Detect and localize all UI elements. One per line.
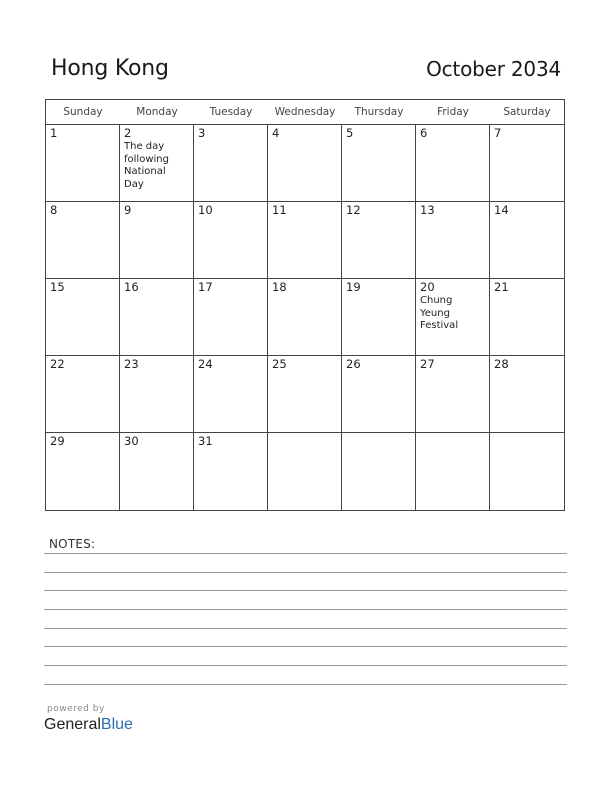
day-cell bbox=[120, 433, 194, 510]
brand-logo bbox=[44, 716, 133, 734]
day-number: 26 bbox=[346, 357, 361, 371]
note-line bbox=[44, 590, 567, 591]
page-title-month: October 2034 bbox=[426, 57, 561, 81]
day-cell bbox=[268, 356, 342, 433]
weekday-saturday: Saturday bbox=[503, 106, 551, 118]
day-cell bbox=[416, 279, 490, 356]
holiday-label: Chung Yeung Festival bbox=[420, 295, 459, 331]
day-cell bbox=[268, 279, 342, 356]
day-cell bbox=[490, 356, 564, 433]
day-number: 8 bbox=[50, 203, 58, 217]
day-cell bbox=[194, 356, 268, 433]
day-number: 25 bbox=[272, 357, 287, 371]
day-cell bbox=[416, 125, 490, 202]
day-number: 18 bbox=[272, 280, 287, 294]
day-cell bbox=[46, 433, 120, 510]
day-number: 13 bbox=[420, 203, 435, 217]
day-number: 15 bbox=[50, 280, 65, 294]
day-cell bbox=[342, 125, 416, 202]
calendar-grid bbox=[45, 99, 565, 511]
day-number: 11 bbox=[272, 203, 287, 217]
day-cell bbox=[268, 125, 342, 202]
day-cell bbox=[46, 125, 120, 202]
day-cell bbox=[342, 356, 416, 433]
day-number: 31 bbox=[198, 434, 213, 448]
weekday-header-row bbox=[46, 100, 564, 125]
day-cell bbox=[120, 279, 194, 356]
day-cell bbox=[342, 279, 416, 356]
day-number: 4 bbox=[272, 126, 280, 140]
note-line bbox=[44, 665, 567, 666]
powered-by-text: powered by bbox=[47, 704, 105, 714]
day-number: 28 bbox=[494, 357, 509, 371]
day-number: 7 bbox=[494, 126, 502, 140]
brand-general-text: General bbox=[44, 716, 101, 733]
weekday-thursday: Thursday bbox=[354, 106, 404, 118]
day-number: 21 bbox=[494, 280, 509, 294]
calendar-weeks bbox=[46, 125, 564, 510]
day-cell bbox=[194, 202, 268, 279]
day-number: 9 bbox=[124, 203, 132, 217]
day-number: 27 bbox=[420, 357, 435, 371]
day-number: 30 bbox=[124, 434, 139, 448]
day-number: 17 bbox=[198, 280, 213, 294]
note-line bbox=[44, 684, 567, 685]
page-title-country: Hong Kong bbox=[51, 56, 169, 81]
day-cell bbox=[46, 356, 120, 433]
note-line bbox=[44, 553, 567, 554]
day-cell bbox=[490, 279, 564, 356]
day-number: 3 bbox=[198, 126, 206, 140]
day-cell bbox=[268, 433, 342, 510]
day-number: 16 bbox=[124, 280, 139, 294]
day-number: 10 bbox=[198, 203, 213, 217]
day-number: 20 bbox=[420, 280, 435, 294]
day-number: 24 bbox=[198, 357, 213, 371]
weekday-friday: Friday bbox=[437, 106, 469, 118]
day-number: 29 bbox=[50, 434, 65, 448]
note-line bbox=[44, 628, 567, 629]
brand-blue-text: Blue bbox=[100, 716, 133, 733]
day-number: 19 bbox=[346, 280, 361, 294]
day-cell bbox=[342, 433, 416, 510]
day-cell bbox=[194, 125, 268, 202]
day-number: 14 bbox=[494, 203, 509, 217]
day-cell bbox=[120, 125, 194, 202]
day-cell bbox=[268, 202, 342, 279]
day-cell bbox=[416, 433, 490, 510]
day-number: 6 bbox=[420, 126, 428, 140]
day-cell bbox=[342, 202, 416, 279]
day-number: 22 bbox=[50, 357, 65, 371]
day-cell bbox=[490, 125, 564, 202]
weekday-tuesday: Tuesday bbox=[209, 106, 253, 118]
day-cell bbox=[46, 279, 120, 356]
day-number: 1 bbox=[50, 126, 58, 140]
day-cell bbox=[416, 202, 490, 279]
note-line bbox=[44, 646, 567, 647]
note-line bbox=[44, 572, 567, 573]
day-number: 23 bbox=[124, 357, 139, 371]
weekday-monday: Monday bbox=[136, 106, 178, 118]
day-number: 5 bbox=[346, 126, 354, 140]
notes-label: NOTES: bbox=[49, 537, 96, 551]
day-number: 2 bbox=[124, 126, 132, 140]
weekday-wednesday: Wednesday bbox=[274, 106, 336, 118]
note-line bbox=[44, 609, 567, 610]
day-cell bbox=[120, 356, 194, 433]
day-number: 12 bbox=[346, 203, 361, 217]
day-cell bbox=[46, 202, 120, 279]
day-cell bbox=[490, 433, 564, 510]
weekday-sunday: Sunday bbox=[63, 106, 103, 118]
day-cell bbox=[490, 202, 564, 279]
holiday-label: The day following National Day bbox=[124, 141, 169, 190]
day-cell bbox=[194, 433, 268, 510]
day-cell bbox=[416, 356, 490, 433]
day-cell bbox=[194, 279, 268, 356]
day-cell bbox=[120, 202, 194, 279]
